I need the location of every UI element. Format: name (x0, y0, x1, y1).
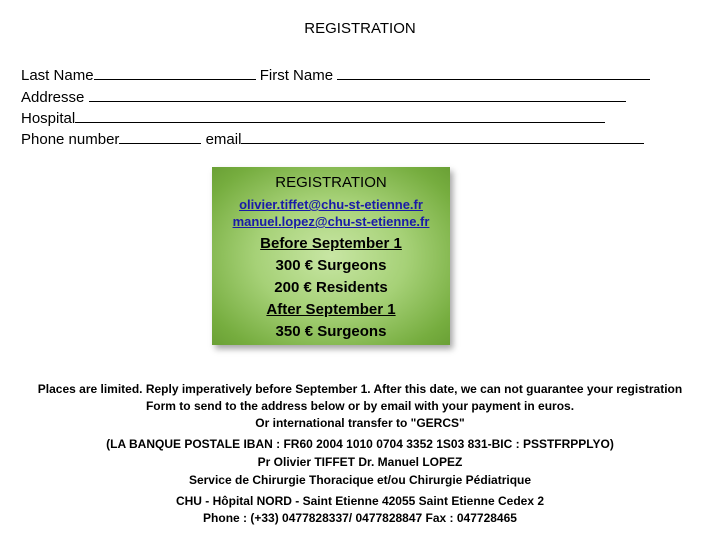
info-line: Form to send to the address below or by email with your payment in euros. (145, 399, 575, 413)
phone-field[interactable] (119, 129, 201, 144)
address: CHU - Hôpital NORD - Saint Etienne 42055 Saint Etienne Cedex 2 (175, 494, 545, 508)
last-name-field[interactable] (94, 65, 256, 80)
box-title: REGISTRATION (275, 174, 387, 191)
hospital-field[interactable] (75, 108, 605, 123)
price-residents: 200 € Residents (274, 279, 388, 296)
name-row (21, 65, 650, 86)
email-label: email (205, 131, 242, 148)
contact-names: Pr Olivier TIFFET Dr. Manuel LOPEZ (257, 455, 463, 469)
registration-box (212, 167, 450, 345)
address-label: Addresse (21, 89, 85, 106)
address-row (21, 87, 626, 108)
last-name-label: Last Name (21, 67, 94, 84)
phone-label: Phone number (21, 131, 120, 148)
after-date: After September 1 (266, 301, 396, 318)
price-surgeons: 300 € Surgeons (275, 257, 387, 274)
info-block (0, 381, 720, 527)
info-line: Or international transfer to "GERCS" (255, 416, 465, 430)
first-name-label: First Name (259, 67, 334, 84)
address-field[interactable] (89, 87, 626, 102)
info-line: Places are limited. Reply imperatively before September 1. After this date, we can not guarantee your registration (37, 382, 683, 396)
bank-details: (LA BANQUE POSTALE IBAN : FR60 2004 1010 0704 3352 1S03 831-BIC : PSSTFRPPLYO) (106, 437, 614, 451)
phone-fax: Phone : (+33) 0477828337/ 0477828847 Fax : 047728465 (203, 511, 517, 525)
email-link-lopez[interactable]: manuel.lopez@chu-st-etienne.fr (232, 214, 430, 229)
department: Service de Chirurgie Thoracique et/ou Chirurgie Pédiatrique (188, 473, 532, 487)
contact-row (21, 129, 644, 150)
hospital-row (21, 108, 605, 129)
before-date: Before September 1 (260, 235, 402, 252)
email-link-tiffet[interactable]: olivier.tiffet@chu-st-etienne.fr (239, 197, 423, 212)
email-field[interactable] (241, 129, 644, 144)
page-title: REGISTRATION (304, 20, 416, 37)
hospital-label: Hospital (21, 110, 76, 127)
price-after: 350 € Surgeons (275, 323, 387, 340)
first-name-field[interactable] (337, 65, 650, 80)
